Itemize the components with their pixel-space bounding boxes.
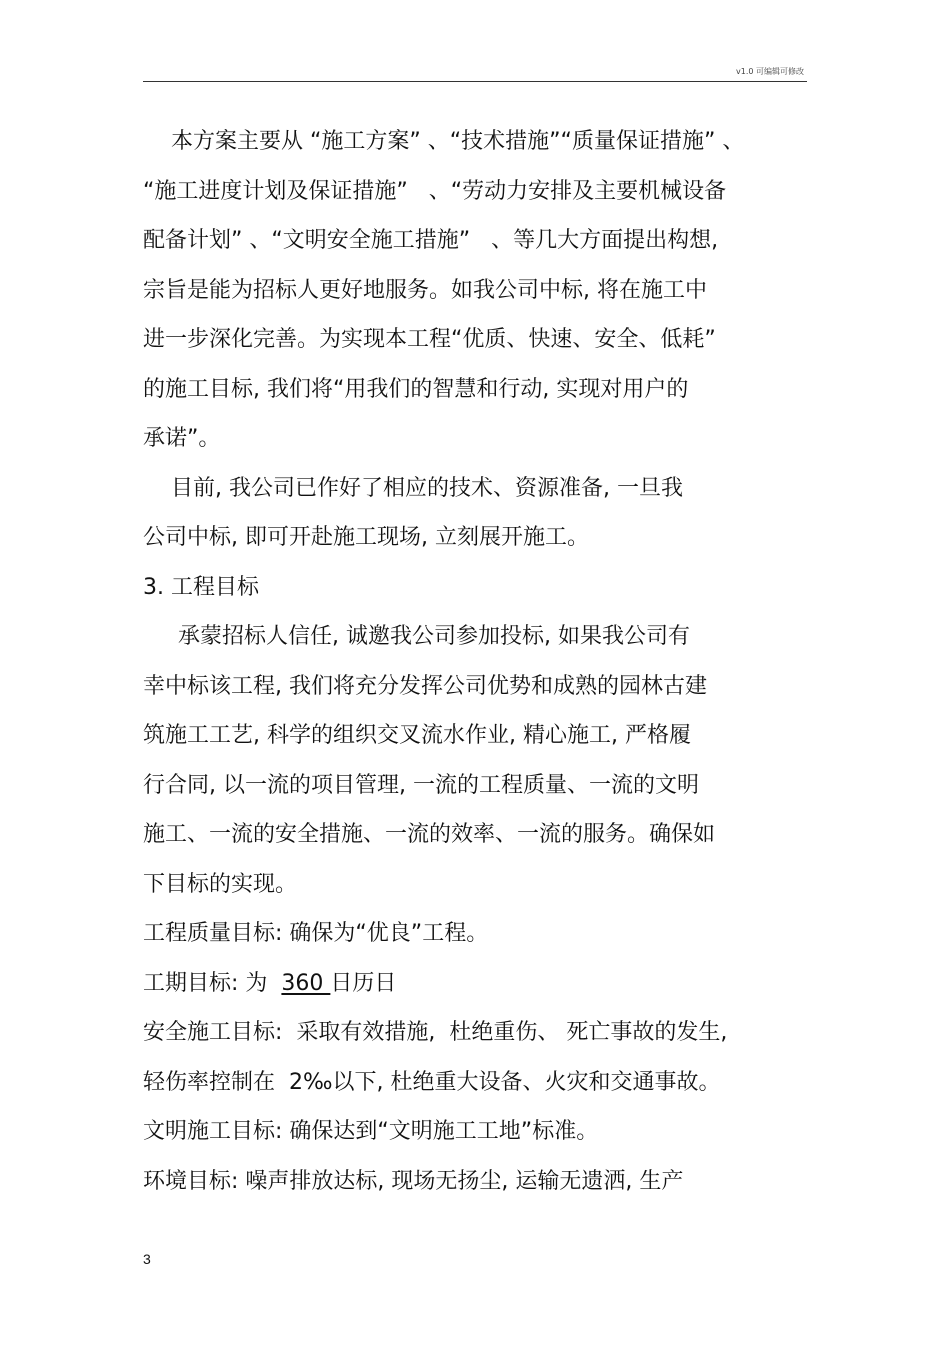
paragraph-line: 本方案主要从 “施工方案” 、“技术措施”“质量保证措施” 、 xyxy=(143,129,745,154)
document-body xyxy=(143,122,823,1211)
paragraph-line: 目前, 我公司已作好了相应的技术、资源准备, 一旦我 xyxy=(143,475,683,501)
header-rule xyxy=(143,81,807,82)
paragraph-line: 筑施工工艺, 科学的组织交叉流水作业, 精心施工, 严格履 xyxy=(143,723,691,748)
paragraph-line: 施工、一流的安全措施、一流的效率、一流的服务。确保如 xyxy=(143,822,716,847)
environment-goal: 环境目标: 噪声排放达标, 现场无扬尘, 运输无遗洒, 生产 xyxy=(143,1168,684,1194)
quality-goal: 工程质量目标: 确保为“优良”工程。 xyxy=(143,921,489,946)
paragraph-line: 进一步深化完善。为实现本工程“优质、快速、安全、低耗” xyxy=(143,327,716,352)
paragraph-line: 承蒙招标人信任, 诚邀我公司参加投标, 如果我公司有 xyxy=(143,624,690,649)
paragraph-line: 行合同, 以一流的项目管理, 一流的工程质量、一流的文明 xyxy=(143,772,699,798)
paragraph-line: 公司中标, 即可开赴施工现场, 立刻展开施工。 xyxy=(143,525,589,550)
page-number: 3 xyxy=(143,1251,151,1267)
paragraph-line: 承诺”。 xyxy=(143,426,221,451)
civil-construction-goal: 文明施工目标: 确保达到“文明施工工地”标准。 xyxy=(143,1119,599,1144)
safety-goal: 安全施工目标: 采取有效措施, 杜绝重伤、 死亡事故的发生, xyxy=(143,1020,728,1045)
section-heading: 3. 工程目标 xyxy=(143,574,259,600)
paragraph-line: 幸中标该工程, 我们将充分发挥公司优势和成熟的园林古建 xyxy=(143,673,707,699)
schedule-days: 360 xyxy=(281,970,331,996)
paragraph-line: 宗旨是能为招标人更好地服务。如我公司中标, 将在施工中 xyxy=(143,277,707,303)
safety-goal-continued: 轻伤率控制在 2‰以下, 杜绝重大设备、火灾和交通事故。 xyxy=(143,1069,721,1095)
version-note: v1.0 可编辑可修改 xyxy=(736,67,804,76)
paragraph-line: “施工进度计划及保证措施” 、“劳动力安排及主要机械设备 xyxy=(143,178,727,204)
paragraph-line: 下目标的实现。 xyxy=(143,871,298,897)
schedule-goal xyxy=(143,964,823,1014)
schedule-goal-label: 工期目标: 为 xyxy=(143,970,282,996)
paragraph-line: 的施工目标, 我们将“用我们的智慧和行动, 实现对用户的 xyxy=(143,376,689,402)
schedule-goal-unit: 日历日 xyxy=(330,970,397,996)
paragraph-line: 配备计划” 、“文明安全施工措施” 、等几大方面提出构想, xyxy=(143,228,719,253)
